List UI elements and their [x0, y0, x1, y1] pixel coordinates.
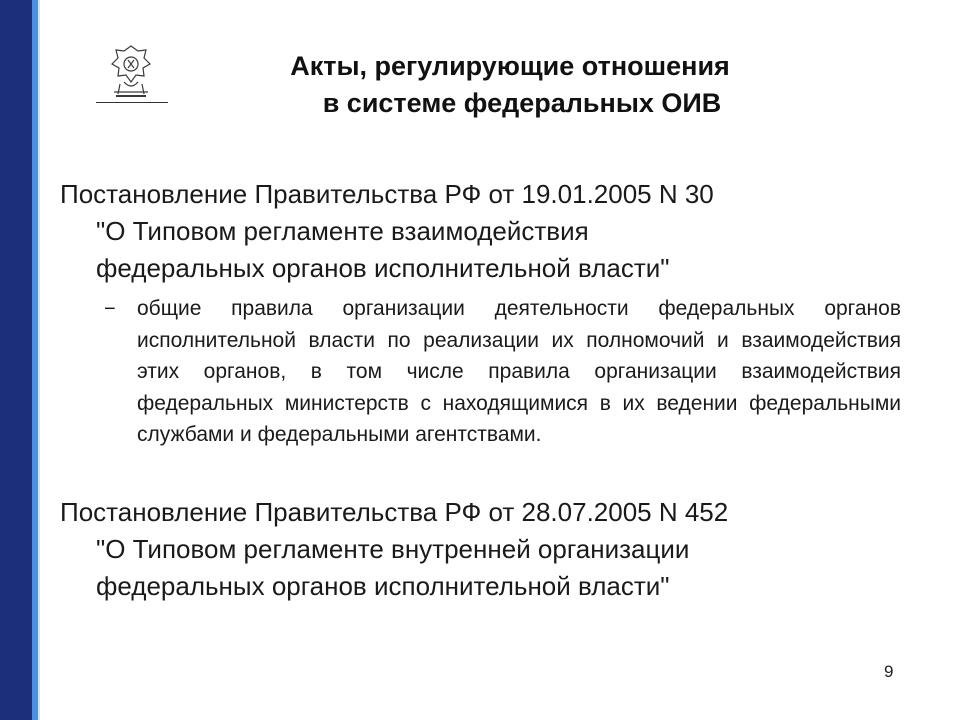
left-bar-edge: [38, 0, 40, 720]
decree-452-heading: Постановление Правительства РФ от 28.07.2005 N 452: [60, 497, 729, 527]
slide-title: [190, 48, 830, 122]
list-item-decree-452: [60, 494, 890, 605]
sub-item-marker: −: [104, 298, 116, 320]
sub-item-description: общие правила организации деятельности федеральных органов исполнительной власти по реализации их полномочий и взаимодействия этих органов, в том числе правила организации взаимодействия федеральных министерств с находящимися в их ведении федеральными службами и федеральными агентствами.: [137, 297, 901, 446]
decree-30-heading: Постановление Правительства РФ от 19.01.2005 N 30: [60, 179, 714, 209]
title-line-1: Акты, регулирующие отношения: [290, 51, 730, 81]
title-line-2: в системе федеральных ОИВ: [322, 88, 722, 118]
list-item-decree-30: [60, 176, 890, 287]
page-number: 9: [884, 662, 894, 681]
left-decorative-bar: [0, 0, 32, 720]
decree-452-title-line-2: федеральных органов исполнительной власти": [96, 571, 670, 601]
decree-452-title-line-1: "О Типовом регламенте внутренней организации: [96, 534, 690, 564]
decree-30-title-line-2: федеральных органов исполнительной власти": [96, 253, 670, 283]
decree-30-title-line-1: "О Типовом регламенте взаимодействия: [96, 216, 589, 246]
logo-underline: [96, 102, 168, 103]
coat-of-arms-emblem-icon: [94, 42, 168, 104]
